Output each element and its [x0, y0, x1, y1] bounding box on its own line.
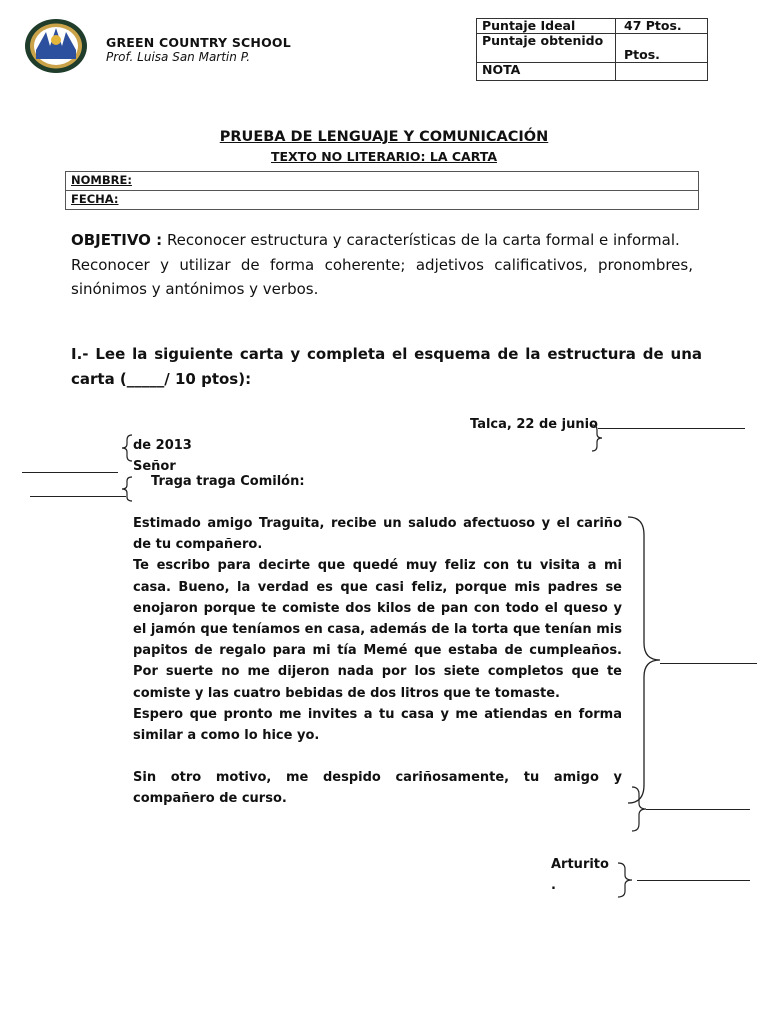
objective-text-1: Reconocer estructura y características de la carta formal e informal.: [166, 231, 680, 249]
score-table: [476, 18, 708, 81]
score-value: 47 Ptos.: [616, 19, 708, 34]
letter-body: [133, 513, 622, 810]
objective-label: OBJETIVO :: [71, 231, 163, 249]
answer-line-salutation[interactable]: [30, 496, 126, 497]
instruction: I.- Lee la siguiente carta y completa el esquema de la estructura de una carta (_____/ 10 ptos):: [71, 345, 702, 388]
test-title: PRUEBA DE LENGUAJE Y COMUNICACIÓN: [219, 129, 549, 145]
letter-signature: Arturito: [551, 857, 609, 872]
answer-line-closing[interactable]: [646, 809, 750, 810]
letter-paragraph: Estimado amigo Traguita, recibe un saludo afectuoso y el cariño de tu compañero.: [133, 516, 622, 553]
answer-line-recipient[interactable]: [22, 472, 118, 473]
letter-paragraph: Espero que pronto me invites a tu casa y me atiendas en forma similar a como lo hice yo.: [133, 706, 622, 744]
teacher-name: Prof. Luisa San Martin P.: [106, 50, 251, 64]
test-subtitle: TEXTO NO LITERARIO: LA CARTA: [270, 149, 497, 164]
letter-place-date-year: de 2013: [133, 438, 192, 453]
score-value: [616, 63, 708, 81]
student-fields: [65, 171, 699, 210]
objective: [71, 228, 693, 302]
letter-signature-dot: .: [551, 878, 556, 893]
date-field[interactable]: FECHA:: [66, 190, 698, 209]
score-label: Puntaje obtenido: [477, 34, 616, 63]
letter-place-date: Talca, 22 de junio: [470, 417, 598, 432]
letter-paragraph: Te escribo para decirte que quedé muy feliz con tu visita a mi casa. Bueno, la verdad es que casi feliz, porque mis padres se enojaron porque te comiste dos kilos de pan con todo el queso y el jamón que teníamos en casa, además de la torta que tenían mis papitos de regalo para mi tía Memé que estaba de cumpleaños. Por suerte no me dijeron nada por los siete completos que te comiste y las cuatro bebidas de dos litros que te tomaste.: [133, 558, 622, 701]
brace-left-icon: [120, 434, 134, 462]
letter-closing: Sin otro motivo, me despido cariñosamente, tu amigo y compañero de curso.: [133, 770, 622, 807]
brace-right-icon: [590, 424, 604, 452]
letter-salutation: Traga traga Comilón:: [151, 474, 305, 489]
letter-recipient: Señor: [133, 459, 176, 474]
score-row-grade: [477, 63, 708, 81]
answer-line-signature[interactable]: [637, 880, 750, 881]
school-name: GREEN COUNTRY SCHOOL: [106, 35, 291, 50]
objective-text-2: Reconocer y utilizar de forma coherente; adjetivos calificativos, pronombres, sinónimos y antónimos y verbos.: [71, 255, 693, 298]
school-logo-icon: [24, 18, 88, 74]
score-row-obtained: [477, 34, 708, 63]
score-label: NOTA: [477, 63, 616, 81]
brace-right-icon: [630, 786, 648, 832]
brace-left-icon: [120, 476, 134, 502]
answer-line-date[interactable]: [598, 428, 745, 429]
score-label: Puntaje Ideal: [477, 19, 616, 34]
brace-right-icon: [626, 515, 666, 805]
answer-line-body[interactable]: [660, 663, 757, 664]
score-row-ideal: [477, 19, 708, 34]
name-field[interactable]: NOMBRE:: [71, 173, 132, 187]
brace-right-icon: [616, 862, 634, 898]
score-value: Ptos.: [616, 34, 708, 63]
